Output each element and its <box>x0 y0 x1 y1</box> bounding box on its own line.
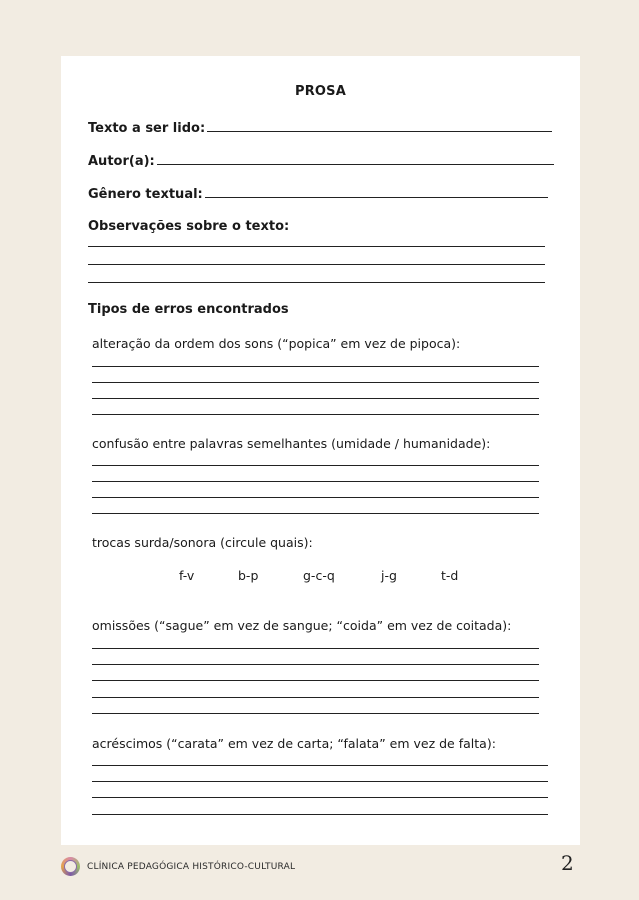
answer-line[interactable] <box>92 465 539 466</box>
answer-line[interactable] <box>92 414 539 415</box>
observations-line[interactable] <box>88 282 545 283</box>
prompt-order: alteração da ordem dos sons (“popica” em vez de pipoca): <box>92 336 461 351</box>
field-texto-label: Texto a ser lido: <box>88 121 206 136</box>
answer-line[interactable] <box>92 765 548 766</box>
prompt-confusion: confusão entre palavras semelhantes (umidade / humanidade): <box>92 436 491 451</box>
answer-line[interactable] <box>92 664 539 665</box>
field-genero <box>88 187 548 202</box>
page-number: 2 <box>561 851 574 875</box>
answer-line[interactable] <box>92 781 548 782</box>
answer-line[interactable] <box>92 382 539 383</box>
voicing-pair-g-c-q[interactable]: g-c-q <box>303 568 335 583</box>
answer-line[interactable] <box>92 697 539 698</box>
answer-line[interactable] <box>92 398 539 399</box>
page-title: PROSA <box>294 84 346 99</box>
worksheet-page <box>61 56 580 845</box>
prompt-additions: acréscimos (“carata” em vez de carta; “falata” em vez de falta): <box>92 736 496 751</box>
prompt-voicing: trocas surda/sonora (circule quais): <box>92 535 313 550</box>
answer-line[interactable] <box>92 481 539 482</box>
voicing-pair-j-g[interactable]: j-g <box>381 568 397 583</box>
observations-line[interactable] <box>88 246 545 247</box>
field-autor-label: Autor(a): <box>88 154 155 169</box>
answer-line[interactable] <box>92 648 539 649</box>
observations-line[interactable] <box>88 264 545 265</box>
field-autor <box>88 154 554 169</box>
answer-line[interactable] <box>92 497 539 498</box>
answer-line[interactable] <box>92 814 548 815</box>
field-genero-label: Gênero textual: <box>88 187 203 202</box>
answer-line[interactable] <box>92 680 539 681</box>
field-texto-line[interactable] <box>207 130 552 132</box>
voicing-pair-t-d[interactable]: t-d <box>441 568 459 583</box>
field-autor-line[interactable] <box>157 163 554 165</box>
field-texto <box>88 121 552 136</box>
brain-logo-icon <box>61 857 80 876</box>
field-genero-line[interactable] <box>205 196 548 198</box>
voicing-pair-f-v[interactable]: f-v <box>179 568 195 583</box>
answer-line[interactable] <box>92 713 539 714</box>
footer-brand: CLÍNICA PEDAGÓGICA HISTÓRICO-CULTURAL <box>87 861 296 872</box>
footer <box>61 857 295 876</box>
prompt-omissions: omissões (“sague” em vez de sangue; “coida” em vez de coitada): <box>92 618 512 633</box>
observations-label: Observações sobre o texto: <box>88 219 290 234</box>
answer-line[interactable] <box>92 797 548 798</box>
answer-line[interactable] <box>92 513 539 514</box>
answer-line[interactable] <box>92 366 539 367</box>
voicing-pair-b-p[interactable]: b-p <box>238 568 259 583</box>
errors-section-title: Tipos de erros encontrados <box>88 302 289 317</box>
